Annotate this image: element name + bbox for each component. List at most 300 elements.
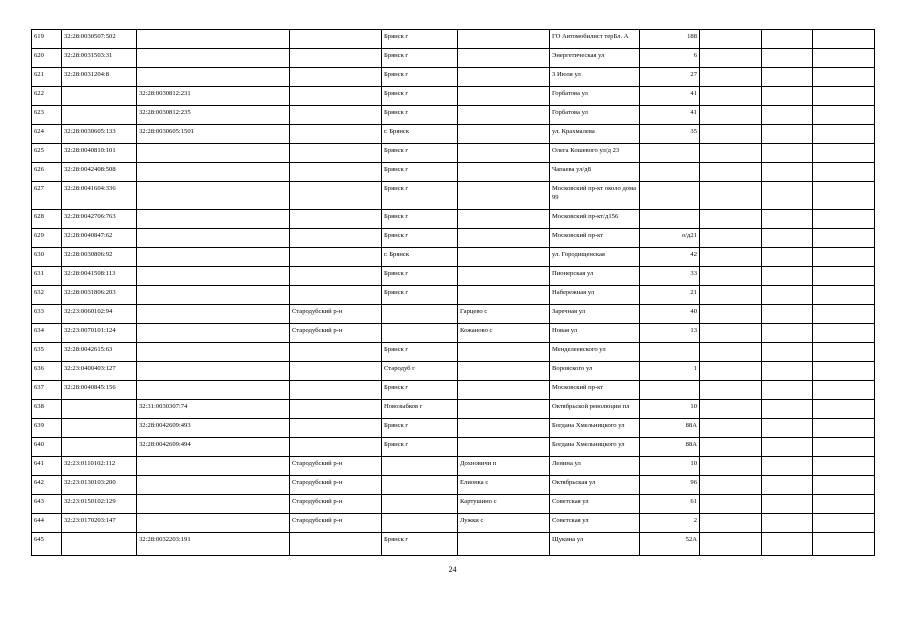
- cell-row-number: 633: [32, 305, 62, 324]
- cell-city: Брянск г: [382, 68, 458, 87]
- cell-col-11: [813, 106, 875, 125]
- cell-district: [290, 144, 382, 163]
- cadastral-table: [31, 29, 875, 556]
- cell-row-number: 644: [32, 514, 62, 533]
- cell-col-9: [700, 30, 762, 49]
- cell-cadastral-number: 32:23:0070101:124: [62, 324, 137, 343]
- cell-col-9: [700, 68, 762, 87]
- cell-row-number: 641: [32, 457, 62, 476]
- cell-city: Стародуб г: [382, 362, 458, 381]
- cell-col-9: [700, 362, 762, 381]
- cell-house-number: 52А: [640, 533, 700, 556]
- table-row: [32, 362, 875, 381]
- cell-house-number: [640, 343, 700, 362]
- cell-house-number: о/д21: [640, 229, 700, 248]
- cell-cadastral-number-2: [137, 305, 290, 324]
- cell-col-11: [813, 267, 875, 286]
- table-row: [32, 419, 875, 438]
- cell-settlement: Картушино с: [458, 495, 550, 514]
- cell-cadastral-number-2: [137, 163, 290, 182]
- cell-col-11: [813, 182, 875, 210]
- cell-street: ГО Автомобилист терБл. А: [550, 30, 640, 49]
- cell-col-11: [813, 229, 875, 248]
- cell-cadastral-number-2: 32:28:0030812:231: [137, 87, 290, 106]
- cell-settlement: [458, 400, 550, 419]
- table-row: [32, 30, 875, 49]
- table-row: [32, 182, 875, 210]
- cell-district: [290, 49, 382, 68]
- cell-house-number: [640, 163, 700, 182]
- cell-street: Горбатова ул: [550, 87, 640, 106]
- cell-street: ул. Городищенская: [550, 248, 640, 267]
- cell-street: Менделеевского ул: [550, 343, 640, 362]
- cell-col-11: [813, 163, 875, 182]
- cell-street: Советская ул: [550, 514, 640, 533]
- table-row: [32, 533, 875, 556]
- cell-col-9: [700, 476, 762, 495]
- cell-cadastral-number-2: [137, 514, 290, 533]
- cell-street: Новая ул: [550, 324, 640, 343]
- cell-cadastral-number: 32:28:0041508:113: [62, 267, 137, 286]
- cell-col-11: [813, 400, 875, 419]
- cell-street: Московский пр-кт: [550, 229, 640, 248]
- cell-settlement: [458, 87, 550, 106]
- table-row: [32, 343, 875, 362]
- cell-house-number: [640, 144, 700, 163]
- cell-col-10: [762, 514, 813, 533]
- cell-row-number: 627: [32, 182, 62, 210]
- cell-col-10: [762, 400, 813, 419]
- cell-house-number: 88А: [640, 438, 700, 457]
- cell-cadastral-number: [62, 87, 137, 106]
- cell-col-11: [813, 125, 875, 144]
- cell-col-11: [813, 144, 875, 163]
- cell-settlement: [458, 163, 550, 182]
- cell-col-9: [700, 419, 762, 438]
- cell-row-number: 622: [32, 87, 62, 106]
- cell-district: Стародубский р-н: [290, 457, 382, 476]
- cell-col-11: [813, 305, 875, 324]
- cell-cadastral-number-2: [137, 30, 290, 49]
- cell-col-9: [700, 533, 762, 556]
- cell-col-9: [700, 324, 762, 343]
- cell-city: [382, 514, 458, 533]
- table-row: [32, 248, 875, 267]
- cell-row-number: 620: [32, 49, 62, 68]
- cell-col-11: [813, 343, 875, 362]
- cell-col-10: [762, 267, 813, 286]
- cell-street: Набережная ул: [550, 286, 640, 305]
- cell-house-number: 10: [640, 400, 700, 419]
- cell-street: Московский пр-кт: [550, 381, 640, 400]
- table-row: [32, 163, 875, 182]
- cell-row-number: 642: [32, 476, 62, 495]
- cell-district: [290, 30, 382, 49]
- cell-col-11: [813, 210, 875, 229]
- cell-district: [290, 419, 382, 438]
- cell-row-number: 623: [32, 106, 62, 125]
- cell-street: Октябрьской революции пл: [550, 400, 640, 419]
- cell-cadastral-number-2: 32:28:0032203:191: [137, 533, 290, 556]
- cell-house-number: 13: [640, 324, 700, 343]
- cell-cadastral-number-2: 32:28:0042609:493: [137, 419, 290, 438]
- cell-cadastral-number-2: [137, 343, 290, 362]
- cell-settlement: Лужки с: [458, 514, 550, 533]
- cell-district: [290, 343, 382, 362]
- cell-cadastral-number: 32:23:0170203:147: [62, 514, 137, 533]
- cell-row-number: 636: [32, 362, 62, 381]
- cell-cadastral-number-2: 32:28:0030812:235: [137, 106, 290, 125]
- cell-house-number: 96: [640, 476, 700, 495]
- table-row: [32, 457, 875, 476]
- cell-col-11: [813, 362, 875, 381]
- cell-house-number: 35: [640, 125, 700, 144]
- cell-col-11: [813, 87, 875, 106]
- cell-city: Брянск г: [382, 106, 458, 125]
- cell-col-10: [762, 305, 813, 324]
- cell-row-number: 619: [32, 30, 62, 49]
- cell-col-9: [700, 286, 762, 305]
- cell-settlement: [458, 286, 550, 305]
- cell-cadastral-number-2: 32:28:0042609:494: [137, 438, 290, 457]
- cell-cadastral-number: 32:28:0030507:502: [62, 30, 137, 49]
- cell-col-11: [813, 324, 875, 343]
- table-row: [32, 68, 875, 87]
- table-row: [32, 267, 875, 286]
- cell-col-9: [700, 144, 762, 163]
- cell-district: [290, 68, 382, 87]
- cell-district: [290, 125, 382, 144]
- cell-cadastral-number: 32:23:0060102:94: [62, 305, 137, 324]
- cell-col-10: [762, 343, 813, 362]
- table-row: [32, 229, 875, 248]
- cell-house-number: 21: [640, 286, 700, 305]
- cell-cadastral-number: 32:28:0041604:336: [62, 182, 137, 210]
- table-row: [32, 438, 875, 457]
- table-row: [32, 87, 875, 106]
- cell-house-number: 41: [640, 106, 700, 125]
- cell-cadastral-number: 32:28:0031204:8: [62, 68, 137, 87]
- cell-house-number: 1: [640, 362, 700, 381]
- cell-street: Олега Кошевого ул/д 23: [550, 144, 640, 163]
- cell-city: Брянск г: [382, 30, 458, 49]
- cell-cadastral-number-2: [137, 286, 290, 305]
- cell-district: [290, 438, 382, 457]
- cell-cadastral-number: 32:28:0042408:508: [62, 163, 137, 182]
- cell-cadastral-number-2: [137, 49, 290, 68]
- cell-row-number: 634: [32, 324, 62, 343]
- cell-district: [290, 229, 382, 248]
- cell-house-number: 2: [640, 514, 700, 533]
- cell-cadastral-number: [62, 438, 137, 457]
- cell-col-9: [700, 163, 762, 182]
- cell-col-10: [762, 144, 813, 163]
- cell-settlement: [458, 533, 550, 556]
- cell-col-9: [700, 514, 762, 533]
- cell-house-number: 42: [640, 248, 700, 267]
- cell-settlement: [458, 144, 550, 163]
- cell-street: ул. Крахмалева: [550, 125, 640, 144]
- cell-district: [290, 286, 382, 305]
- cell-settlement: Гарцево с: [458, 305, 550, 324]
- cell-district: Стародубский р-н: [290, 305, 382, 324]
- cell-district: [290, 533, 382, 556]
- table-row: [32, 125, 875, 144]
- cell-settlement: Кожаново с: [458, 324, 550, 343]
- cell-col-11: [813, 68, 875, 87]
- cell-col-9: [700, 495, 762, 514]
- cell-street: Богдана Хмельницкого ул: [550, 438, 640, 457]
- cell-street: Богдана Хмельницкого ул: [550, 419, 640, 438]
- cell-district: [290, 400, 382, 419]
- cell-cadastral-number: 32:28:0042615:63: [62, 343, 137, 362]
- cell-col-10: [762, 457, 813, 476]
- cell-cadastral-number: 32:28:0031503:31: [62, 49, 137, 68]
- cell-cadastral-number-2: [137, 68, 290, 87]
- cell-col-10: [762, 229, 813, 248]
- cell-col-10: [762, 362, 813, 381]
- cell-col-9: [700, 182, 762, 210]
- cell-cadastral-number-2: 32:31:0030307:74: [137, 400, 290, 419]
- cell-street: 3 Июля ул: [550, 68, 640, 87]
- cell-col-10: [762, 381, 813, 400]
- cell-col-10: [762, 210, 813, 229]
- cell-cadastral-number-2: [137, 267, 290, 286]
- cell-city: Брянск г: [382, 163, 458, 182]
- cell-city: Брянск г: [382, 419, 458, 438]
- cell-col-11: [813, 49, 875, 68]
- cell-settlement: [458, 30, 550, 49]
- cell-city: Брянск г: [382, 533, 458, 556]
- cell-house-number: 188: [640, 30, 700, 49]
- cell-house-number: 88А: [640, 419, 700, 438]
- cell-house-number: 10: [640, 457, 700, 476]
- table-body: [32, 30, 875, 556]
- cell-row-number: 632: [32, 286, 62, 305]
- cell-cadastral-number-2: [137, 248, 290, 267]
- cell-cadastral-number: 32:28:0040847:62: [62, 229, 137, 248]
- cell-settlement: [458, 229, 550, 248]
- cell-col-9: [700, 125, 762, 144]
- cell-cadastral-number: [62, 533, 137, 556]
- cell-house-number: [640, 210, 700, 229]
- cell-col-10: [762, 68, 813, 87]
- cell-col-9: [700, 87, 762, 106]
- table-row: [32, 495, 875, 514]
- cell-city: [382, 457, 458, 476]
- cell-settlement: [458, 381, 550, 400]
- cell-district: Стародубский р-н: [290, 324, 382, 343]
- cell-house-number: 27: [640, 68, 700, 87]
- cell-house-number: 41: [640, 87, 700, 106]
- cell-street: Ленина ул: [550, 457, 640, 476]
- cell-row-number: 624: [32, 125, 62, 144]
- cell-settlement: [458, 49, 550, 68]
- cell-col-10: [762, 495, 813, 514]
- cell-city: Брянск г: [382, 182, 458, 210]
- cell-district: [290, 87, 382, 106]
- cell-col-9: [700, 457, 762, 476]
- cell-cadastral-number-2: 32:28:0030605:1501: [137, 125, 290, 144]
- cell-col-10: [762, 533, 813, 556]
- cell-city: Брянск г: [382, 210, 458, 229]
- cell-city: Брянск г: [382, 267, 458, 286]
- cell-col-9: [700, 305, 762, 324]
- cell-row-number: 626: [32, 163, 62, 182]
- cell-col-9: [700, 49, 762, 68]
- cell-col-11: [813, 438, 875, 457]
- table-row: [32, 106, 875, 125]
- cell-cadastral-number-2: [137, 362, 290, 381]
- cell-row-number: 635: [32, 343, 62, 362]
- cell-col-11: [813, 248, 875, 267]
- cell-street: Октябрьская ул: [550, 476, 640, 495]
- cell-street: Воровского ул: [550, 362, 640, 381]
- cell-cadastral-number-2: [137, 210, 290, 229]
- cell-settlement: Дохновичи п: [458, 457, 550, 476]
- cell-row-number: 639: [32, 419, 62, 438]
- cell-district: [290, 106, 382, 125]
- cell-city: [382, 324, 458, 343]
- cell-street: Горбатова ул: [550, 106, 640, 125]
- cell-row-number: 638: [32, 400, 62, 419]
- cell-row-number: 625: [32, 144, 62, 163]
- cell-house-number: 6: [640, 49, 700, 68]
- cell-city: Брянск г: [382, 286, 458, 305]
- cell-city: Брянск г: [382, 87, 458, 106]
- cell-col-10: [762, 438, 813, 457]
- cell-col-10: [762, 324, 813, 343]
- cell-street: Заречная ул: [550, 305, 640, 324]
- cell-col-11: [813, 419, 875, 438]
- cell-district: [290, 210, 382, 229]
- cell-street: Чапаева ул/д8: [550, 163, 640, 182]
- cell-col-10: [762, 106, 813, 125]
- cell-col-11: [813, 30, 875, 49]
- cell-col-9: [700, 267, 762, 286]
- cell-col-11: [813, 286, 875, 305]
- cell-settlement: [458, 438, 550, 457]
- cell-district: [290, 248, 382, 267]
- cell-city: Брянск г: [382, 144, 458, 163]
- cell-col-10: [762, 125, 813, 144]
- cell-settlement: [458, 362, 550, 381]
- cell-house-number: [640, 381, 700, 400]
- table-row: [32, 210, 875, 229]
- cell-city: [382, 495, 458, 514]
- cell-district: Стародубский р-н: [290, 514, 382, 533]
- cell-district: [290, 381, 382, 400]
- cell-cadastral-number-2: [137, 476, 290, 495]
- cell-col-11: [813, 514, 875, 533]
- cell-cadastral-number: [62, 400, 137, 419]
- table-row: [32, 324, 875, 343]
- cell-row-number: 631: [32, 267, 62, 286]
- cell-street: Московский пр-кт/д156: [550, 210, 640, 229]
- cell-cadastral-number-2: [137, 457, 290, 476]
- cell-cadastral-number-2: [137, 229, 290, 248]
- cell-street: Пионерская ул: [550, 267, 640, 286]
- cell-cadastral-number-2: [137, 495, 290, 514]
- cell-city: Брянск г: [382, 49, 458, 68]
- cell-col-10: [762, 286, 813, 305]
- cell-settlement: [458, 68, 550, 87]
- cell-col-10: [762, 182, 813, 210]
- cell-row-number: 637: [32, 381, 62, 400]
- cell-city: Брянск г: [382, 343, 458, 362]
- cell-row-number: 643: [32, 495, 62, 514]
- cell-cadastral-number: 32:28:0030605:133: [62, 125, 137, 144]
- cell-cadastral-number-2: [137, 381, 290, 400]
- cell-col-10: [762, 419, 813, 438]
- cell-col-11: [813, 381, 875, 400]
- cell-street: Московский пр-кт около дома 99: [550, 182, 640, 210]
- cell-col-9: [700, 229, 762, 248]
- cell-street: Щукина ул: [550, 533, 640, 556]
- cell-district: [290, 182, 382, 210]
- cell-cadastral-number: 32:28:0040845:156: [62, 381, 137, 400]
- cell-district: [290, 267, 382, 286]
- cell-col-9: [700, 400, 762, 419]
- cell-col-11: [813, 495, 875, 514]
- cell-city: Новозыбков г: [382, 400, 458, 419]
- cell-house-number: 33: [640, 267, 700, 286]
- table-row: [32, 476, 875, 495]
- cell-col-10: [762, 163, 813, 182]
- cell-house-number: 40: [640, 305, 700, 324]
- table-row: [32, 400, 875, 419]
- cell-col-10: [762, 30, 813, 49]
- cell-col-10: [762, 248, 813, 267]
- cell-city: г. Брянск: [382, 125, 458, 144]
- cell-cadastral-number: 32:28:0040810:101: [62, 144, 137, 163]
- cell-col-9: [700, 248, 762, 267]
- cell-col-10: [762, 49, 813, 68]
- cell-city: [382, 305, 458, 324]
- cell-col-9: [700, 438, 762, 457]
- table-row: [32, 286, 875, 305]
- cell-cadastral-number-2: [137, 182, 290, 210]
- cell-row-number: 630: [32, 248, 62, 267]
- cell-settlement: [458, 182, 550, 210]
- cell-col-10: [762, 87, 813, 106]
- cell-col-11: [813, 533, 875, 556]
- cell-row-number: 645: [32, 533, 62, 556]
- cell-settlement: [458, 267, 550, 286]
- cell-col-10: [762, 476, 813, 495]
- cell-street: Энергетическая ул: [550, 49, 640, 68]
- cell-street: Советская ул: [550, 495, 640, 514]
- cell-cadastral-number-2: [137, 324, 290, 343]
- table-row: [32, 49, 875, 68]
- cell-cadastral-number: 32:23:0110102:112: [62, 457, 137, 476]
- cell-district: [290, 362, 382, 381]
- cell-col-9: [700, 106, 762, 125]
- cell-settlement: [458, 210, 550, 229]
- cell-row-number: 629: [32, 229, 62, 248]
- cell-row-number: 640: [32, 438, 62, 457]
- table-row: [32, 514, 875, 533]
- cell-row-number: 628: [32, 210, 62, 229]
- table-row: [32, 144, 875, 163]
- cell-house-number: [640, 182, 700, 210]
- cell-col-9: [700, 343, 762, 362]
- cell-cadastral-number: [62, 106, 137, 125]
- cell-cadastral-number-2: [137, 144, 290, 163]
- cell-settlement: Елионка с: [458, 476, 550, 495]
- cell-city: Брянск г: [382, 229, 458, 248]
- table-row: [32, 305, 875, 324]
